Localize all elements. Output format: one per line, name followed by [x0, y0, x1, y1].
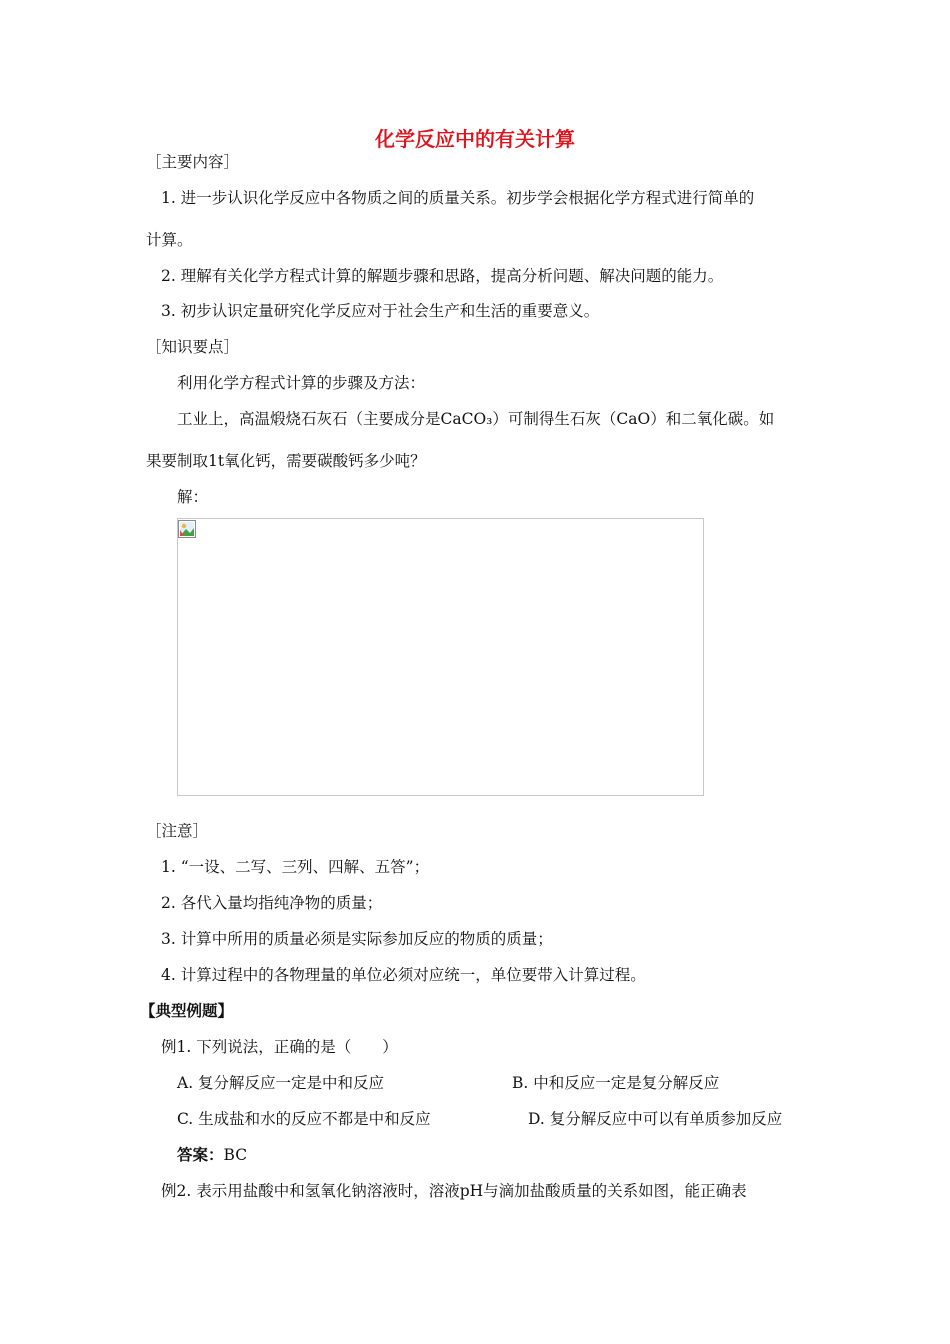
- example-2-question: 例2. 表示用盐酸中和氢氧化钠溶液时，溶液pH与滴加盐酸质量的关系如图，能正确表: [161, 1182, 747, 1200]
- example-1-answer: [177, 1145, 247, 1165]
- example-1-option-c: C. 生成盐和水的反应不都是中和反应: [177, 1110, 431, 1128]
- note-item-4: 4. 计算过程中的各物理量的单位必须对应统一，单位要带入计算过程。: [161, 966, 646, 984]
- example-1-option-a: A. 复分解反应一定是中和反应: [177, 1074, 385, 1092]
- key-points-intro: 利用化学方程式计算的步骤及方法：: [177, 374, 426, 392]
- solution-image-frame: [177, 518, 704, 796]
- main-content-heading: ［主要内容］: [146, 153, 240, 171]
- solution-label: 解：: [177, 488, 209, 506]
- page-title: 化学反应中的有关计算: [375, 127, 575, 151]
- note-item-1: 1. “一设、二写、三列、四解、五答”；: [161, 858, 430, 876]
- example-1-option-d: D. 复分解反应中可以有单质参加反应: [528, 1110, 783, 1128]
- example-1-question: 例1. 下列说法，正确的是（ ）: [161, 1038, 398, 1056]
- note-item-2: 2. 各代入量均指纯净物的质量；: [161, 894, 383, 912]
- answer-label: 答案：: [177, 1146, 224, 1164]
- examples-heading: 【典型例题】: [140, 1002, 234, 1020]
- broken-image-icon: [178, 520, 196, 538]
- problem-line-2: 果要制取1t氧化钙，需要碳酸钙多少吨？: [146, 452, 426, 470]
- problem-line-1: 工业上，高温煅烧石灰石（主要成分是CaCO₃）可制得生石灰（CaO）和二氧化碳。如: [177, 410, 775, 428]
- key-points-heading: ［知识要点］: [146, 338, 240, 356]
- note-item-3: 3. 计算中所用的质量必须是实际参加反应的物质的质量；: [161, 930, 553, 948]
- main-content-item-2: 2. 理解有关化学方程式计算的解题步骤和思路，提高分析问题、解决问题的能力。: [161, 267, 724, 285]
- main-content-item-3: 3. 初步认识定量研究化学反应对于社会生产和生活的重要意义。: [161, 302, 600, 320]
- answer-value: BC: [223, 1146, 248, 1164]
- notes-heading: ［注意］: [146, 822, 209, 840]
- example-1-option-b: B. 中和反应一定是复分解反应: [512, 1074, 720, 1092]
- main-content-item-1-cont: 计算。: [146, 231, 193, 249]
- main-content-item-1: 1. 进一步认识化学反应中各物质之间的质量关系。初步学会根据化学方程式进行简单的: [161, 189, 755, 207]
